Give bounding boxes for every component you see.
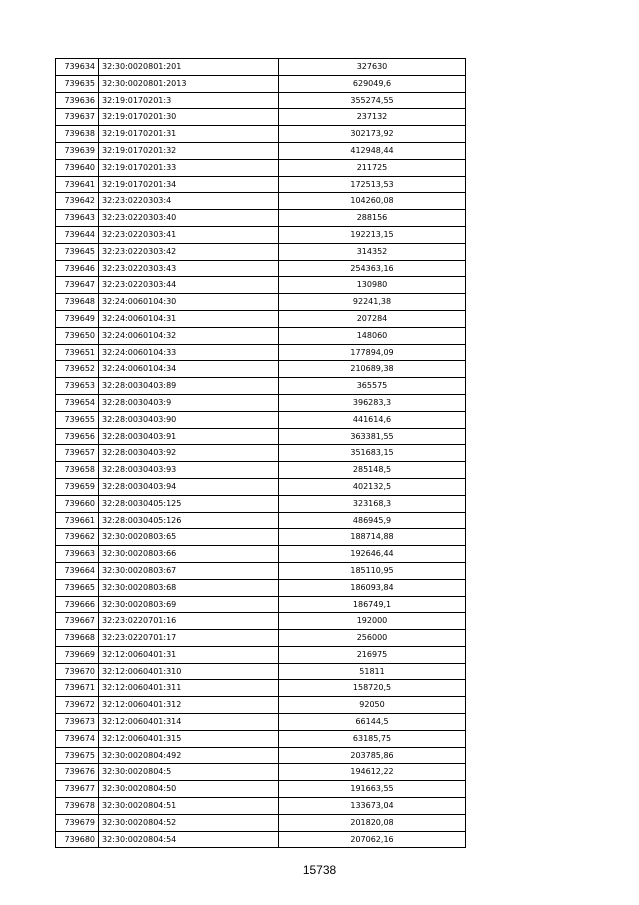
cadastral-value-cell: 412948,44 — [279, 142, 466, 159]
cadastral-value-cell: 203785,86 — [279, 747, 466, 764]
row-id-cell: 739661 — [56, 512, 99, 529]
table-row — [56, 680, 466, 697]
row-id-cell: 739647 — [56, 277, 99, 294]
cadastral-number-cell: 32:24:0060104:32 — [99, 327, 279, 344]
cadastral-value-cell: 192646,44 — [279, 546, 466, 563]
row-id-cell: 739660 — [56, 495, 99, 512]
table-row — [56, 59, 466, 76]
table-row — [56, 814, 466, 831]
table-row — [56, 176, 466, 193]
row-id-cell: 739673 — [56, 714, 99, 731]
row-id-cell: 739651 — [56, 344, 99, 361]
cadastral-value-cell: 191663,55 — [279, 781, 466, 798]
cadastral-value-cell: 188714,88 — [279, 529, 466, 546]
row-id-cell: 739672 — [56, 697, 99, 714]
table-row — [56, 478, 466, 495]
cadastral-number-cell: 32:30:0020804:54 — [99, 831, 279, 848]
table-row — [56, 243, 466, 260]
table-row — [56, 294, 466, 311]
cadastral-value-cell: 133673,04 — [279, 798, 466, 815]
cadastral-value-cell: 256000 — [279, 630, 466, 647]
cadastral-value-cell: 207284 — [279, 310, 466, 327]
cadastral-value-cell: 158720,5 — [279, 680, 466, 697]
row-id-cell: 739643 — [56, 210, 99, 227]
cadastral-value-cell: 363381,55 — [279, 428, 466, 445]
table-row — [56, 310, 466, 327]
table-row — [56, 92, 466, 109]
row-id-cell: 739648 — [56, 294, 99, 311]
row-id-cell: 739654 — [56, 394, 99, 411]
cadastral-number-cell: 32:30:0020804:50 — [99, 781, 279, 798]
cadastral-number-cell: 32:28:0030403:92 — [99, 445, 279, 462]
row-id-cell: 739636 — [56, 92, 99, 109]
table-row — [56, 75, 466, 92]
table-row — [56, 798, 466, 815]
row-id-cell: 739670 — [56, 663, 99, 680]
row-id-cell: 739646 — [56, 260, 99, 277]
row-id-cell: 739669 — [56, 646, 99, 663]
table-row — [56, 109, 466, 126]
cadastral-number-cell: 32:23:0220303:4 — [99, 193, 279, 210]
cadastral-number-cell: 32:23:0220303:40 — [99, 210, 279, 227]
table-row — [56, 378, 466, 395]
table-row — [56, 394, 466, 411]
row-id-cell: 739644 — [56, 226, 99, 243]
table-row — [56, 562, 466, 579]
cadastral-number-cell: 32:19:0170201:31 — [99, 126, 279, 143]
cadastral-value-table — [55, 58, 466, 848]
cadastral-number-cell: 32:30:0020803:67 — [99, 562, 279, 579]
cadastral-value-cell: 355274,55 — [279, 92, 466, 109]
cadastral-number-cell: 32:12:0060401:312 — [99, 697, 279, 714]
table-row — [56, 663, 466, 680]
row-id-cell: 739642 — [56, 193, 99, 210]
table-row — [56, 226, 466, 243]
cadastral-number-cell: 32:28:0030405:125 — [99, 495, 279, 512]
table-row — [56, 277, 466, 294]
document-sheet — [55, 58, 466, 848]
cadastral-number-cell: 32:24:0060104:30 — [99, 294, 279, 311]
cadastral-number-cell: 32:28:0030403:93 — [99, 462, 279, 479]
cadastral-number-cell: 32:30:0020801:2013 — [99, 75, 279, 92]
row-id-cell: 739676 — [56, 764, 99, 781]
cadastral-value-cell: 185110,95 — [279, 562, 466, 579]
cadastral-number-cell: 32:23:0220303:42 — [99, 243, 279, 260]
cadastral-number-cell: 32:30:0020804:51 — [99, 798, 279, 815]
cadastral-number-cell: 32:28:0030403:9 — [99, 394, 279, 411]
cadastral-number-cell: 32:30:0020804:492 — [99, 747, 279, 764]
table-row — [56, 512, 466, 529]
row-id-cell: 739671 — [56, 680, 99, 697]
cadastral-number-cell: 32:24:0060104:31 — [99, 310, 279, 327]
table-row — [56, 193, 466, 210]
cadastral-number-cell: 32:30:0020804:52 — [99, 814, 279, 831]
cadastral-value-cell: 285148,5 — [279, 462, 466, 479]
cadastral-value-cell: 51811 — [279, 663, 466, 680]
cadastral-number-cell: 32:19:0170201:32 — [99, 142, 279, 159]
cadastral-number-cell: 32:24:0060104:33 — [99, 344, 279, 361]
table-row — [56, 646, 466, 663]
table-row — [56, 361, 466, 378]
cadastral-value-cell: 92241,38 — [279, 294, 466, 311]
cadastral-value-cell: 130980 — [279, 277, 466, 294]
cadastral-number-cell: 32:28:0030403:90 — [99, 411, 279, 428]
cadastral-number-cell: 32:30:0020803:65 — [99, 529, 279, 546]
cadastral-number-cell: 32:24:0060104:34 — [99, 361, 279, 378]
cadastral-number-cell: 32:30:0020804:5 — [99, 764, 279, 781]
row-id-cell: 739674 — [56, 730, 99, 747]
row-id-cell: 739653 — [56, 378, 99, 395]
cadastral-value-cell: 302173,92 — [279, 126, 466, 143]
cadastral-number-cell: 32:30:0020803:66 — [99, 546, 279, 563]
table-row — [56, 462, 466, 479]
cadastral-value-cell: 323168,3 — [279, 495, 466, 512]
cadastral-number-cell: 32:30:0020803:69 — [99, 596, 279, 613]
table-row — [56, 159, 466, 176]
row-id-cell: 739634 — [56, 59, 99, 76]
cadastral-value-cell: 172513,53 — [279, 176, 466, 193]
row-id-cell: 739666 — [56, 596, 99, 613]
cadastral-value-cell: 211725 — [279, 159, 466, 176]
table-row — [56, 529, 466, 546]
row-id-cell: 739641 — [56, 176, 99, 193]
table-row — [56, 495, 466, 512]
row-id-cell: 739639 — [56, 142, 99, 159]
row-id-cell: 739665 — [56, 579, 99, 596]
cadastral-value-cell: 365575 — [279, 378, 466, 395]
cadastral-value-cell: 210689,38 — [279, 361, 466, 378]
table-row — [56, 579, 466, 596]
cadastral-number-cell: 32:28:0030403:89 — [99, 378, 279, 395]
cadastral-value-cell: 201820,08 — [279, 814, 466, 831]
row-id-cell: 739650 — [56, 327, 99, 344]
cadastral-value-cell: 104260,08 — [279, 193, 466, 210]
cadastral-number-cell: 32:28:0030405:126 — [99, 512, 279, 529]
cadastral-number-cell: 32:30:0020801:201 — [99, 59, 279, 76]
row-id-cell: 739656 — [56, 428, 99, 445]
cadastral-value-cell: 237132 — [279, 109, 466, 126]
row-id-cell: 739667 — [56, 613, 99, 630]
table-row — [56, 613, 466, 630]
cadastral-number-cell: 32:19:0170201:3 — [99, 92, 279, 109]
row-id-cell: 739658 — [56, 462, 99, 479]
row-id-cell: 739655 — [56, 411, 99, 428]
table-row — [56, 781, 466, 798]
table-row — [56, 596, 466, 613]
row-id-cell: 739663 — [56, 546, 99, 563]
table-row — [56, 831, 466, 848]
cadastral-value-cell: 629049,6 — [279, 75, 466, 92]
cadastral-value-cell: 63185,75 — [279, 730, 466, 747]
page-number: 15738 — [302, 863, 337, 877]
row-id-cell: 739635 — [56, 75, 99, 92]
row-id-cell: 739675 — [56, 747, 99, 764]
cadastral-number-cell: 32:12:0060401:314 — [99, 714, 279, 731]
table-row — [56, 126, 466, 143]
row-id-cell: 739677 — [56, 781, 99, 798]
cadastral-number-cell: 32:23:0220701:16 — [99, 613, 279, 630]
table-row — [56, 411, 466, 428]
table-row — [56, 546, 466, 563]
row-id-cell: 739637 — [56, 109, 99, 126]
cadastral-number-cell: 32:28:0030403:91 — [99, 428, 279, 445]
cadastral-value-cell: 148060 — [279, 327, 466, 344]
cadastral-number-cell: 32:23:0220303:44 — [99, 277, 279, 294]
table-row — [56, 260, 466, 277]
cadastral-number-cell: 32:12:0060401:310 — [99, 663, 279, 680]
cadastral-value-cell: 186093,84 — [279, 579, 466, 596]
row-id-cell: 739680 — [56, 831, 99, 848]
row-id-cell: 739662 — [56, 529, 99, 546]
table-row — [56, 445, 466, 462]
table-row — [56, 764, 466, 781]
row-id-cell: 739678 — [56, 798, 99, 815]
cadastral-number-cell: 32:23:0220303:41 — [99, 226, 279, 243]
cadastral-number-cell: 32:28:0030403:94 — [99, 478, 279, 495]
cadastral-value-cell: 254363,16 — [279, 260, 466, 277]
cadastral-number-cell: 32:23:0220701:17 — [99, 630, 279, 647]
table-row — [56, 697, 466, 714]
table-row — [56, 344, 466, 361]
table-row — [56, 210, 466, 227]
cadastral-value-cell: 288156 — [279, 210, 466, 227]
table-row — [56, 730, 466, 747]
row-id-cell: 739668 — [56, 630, 99, 647]
row-id-cell: 739652 — [56, 361, 99, 378]
table-row — [56, 747, 466, 764]
cadastral-value-cell: 351683,15 — [279, 445, 466, 462]
cadastral-value-cell: 441614,6 — [279, 411, 466, 428]
cadastral-value-cell: 216975 — [279, 646, 466, 663]
cadastral-value-cell: 192000 — [279, 613, 466, 630]
table-row — [56, 630, 466, 647]
cadastral-value-cell: 66144,5 — [279, 714, 466, 731]
cadastral-value-cell: 92050 — [279, 697, 466, 714]
cadastral-value-cell: 486945,9 — [279, 512, 466, 529]
cadastral-value-cell: 186749,1 — [279, 596, 466, 613]
table-row — [56, 714, 466, 731]
cadastral-value-cell: 177894,09 — [279, 344, 466, 361]
cadastral-value-cell: 327630 — [279, 59, 466, 76]
row-id-cell: 739659 — [56, 478, 99, 495]
cadastral-value-cell: 192213,15 — [279, 226, 466, 243]
row-id-cell: 739638 — [56, 126, 99, 143]
cadastral-number-cell: 32:12:0060401:31 — [99, 646, 279, 663]
row-id-cell: 739645 — [56, 243, 99, 260]
row-id-cell: 739640 — [56, 159, 99, 176]
row-id-cell: 739657 — [56, 445, 99, 462]
cadastral-number-cell: 32:12:0060401:311 — [99, 680, 279, 697]
cadastral-value-cell: 396283,3 — [279, 394, 466, 411]
cadastral-value-cell: 207062,16 — [279, 831, 466, 848]
cadastral-number-cell: 32:19:0170201:30 — [99, 109, 279, 126]
cadastral-value-cell: 194612,22 — [279, 764, 466, 781]
cadastral-number-cell: 32:12:0060401:315 — [99, 730, 279, 747]
cadastral-number-cell: 32:19:0170201:34 — [99, 176, 279, 193]
table-row — [56, 428, 466, 445]
row-id-cell: 739679 — [56, 814, 99, 831]
cadastral-value-cell: 314352 — [279, 243, 466, 260]
row-id-cell: 739664 — [56, 562, 99, 579]
table-row — [56, 142, 466, 159]
cadastral-number-cell: 32:23:0220303:43 — [99, 260, 279, 277]
table-row — [56, 327, 466, 344]
cadastral-number-cell: 32:19:0170201:33 — [99, 159, 279, 176]
cadastral-value-cell: 402132,5 — [279, 478, 466, 495]
cadastral-number-cell: 32:30:0020803:68 — [99, 579, 279, 596]
row-id-cell: 739649 — [56, 310, 99, 327]
table-body — [56, 59, 466, 848]
